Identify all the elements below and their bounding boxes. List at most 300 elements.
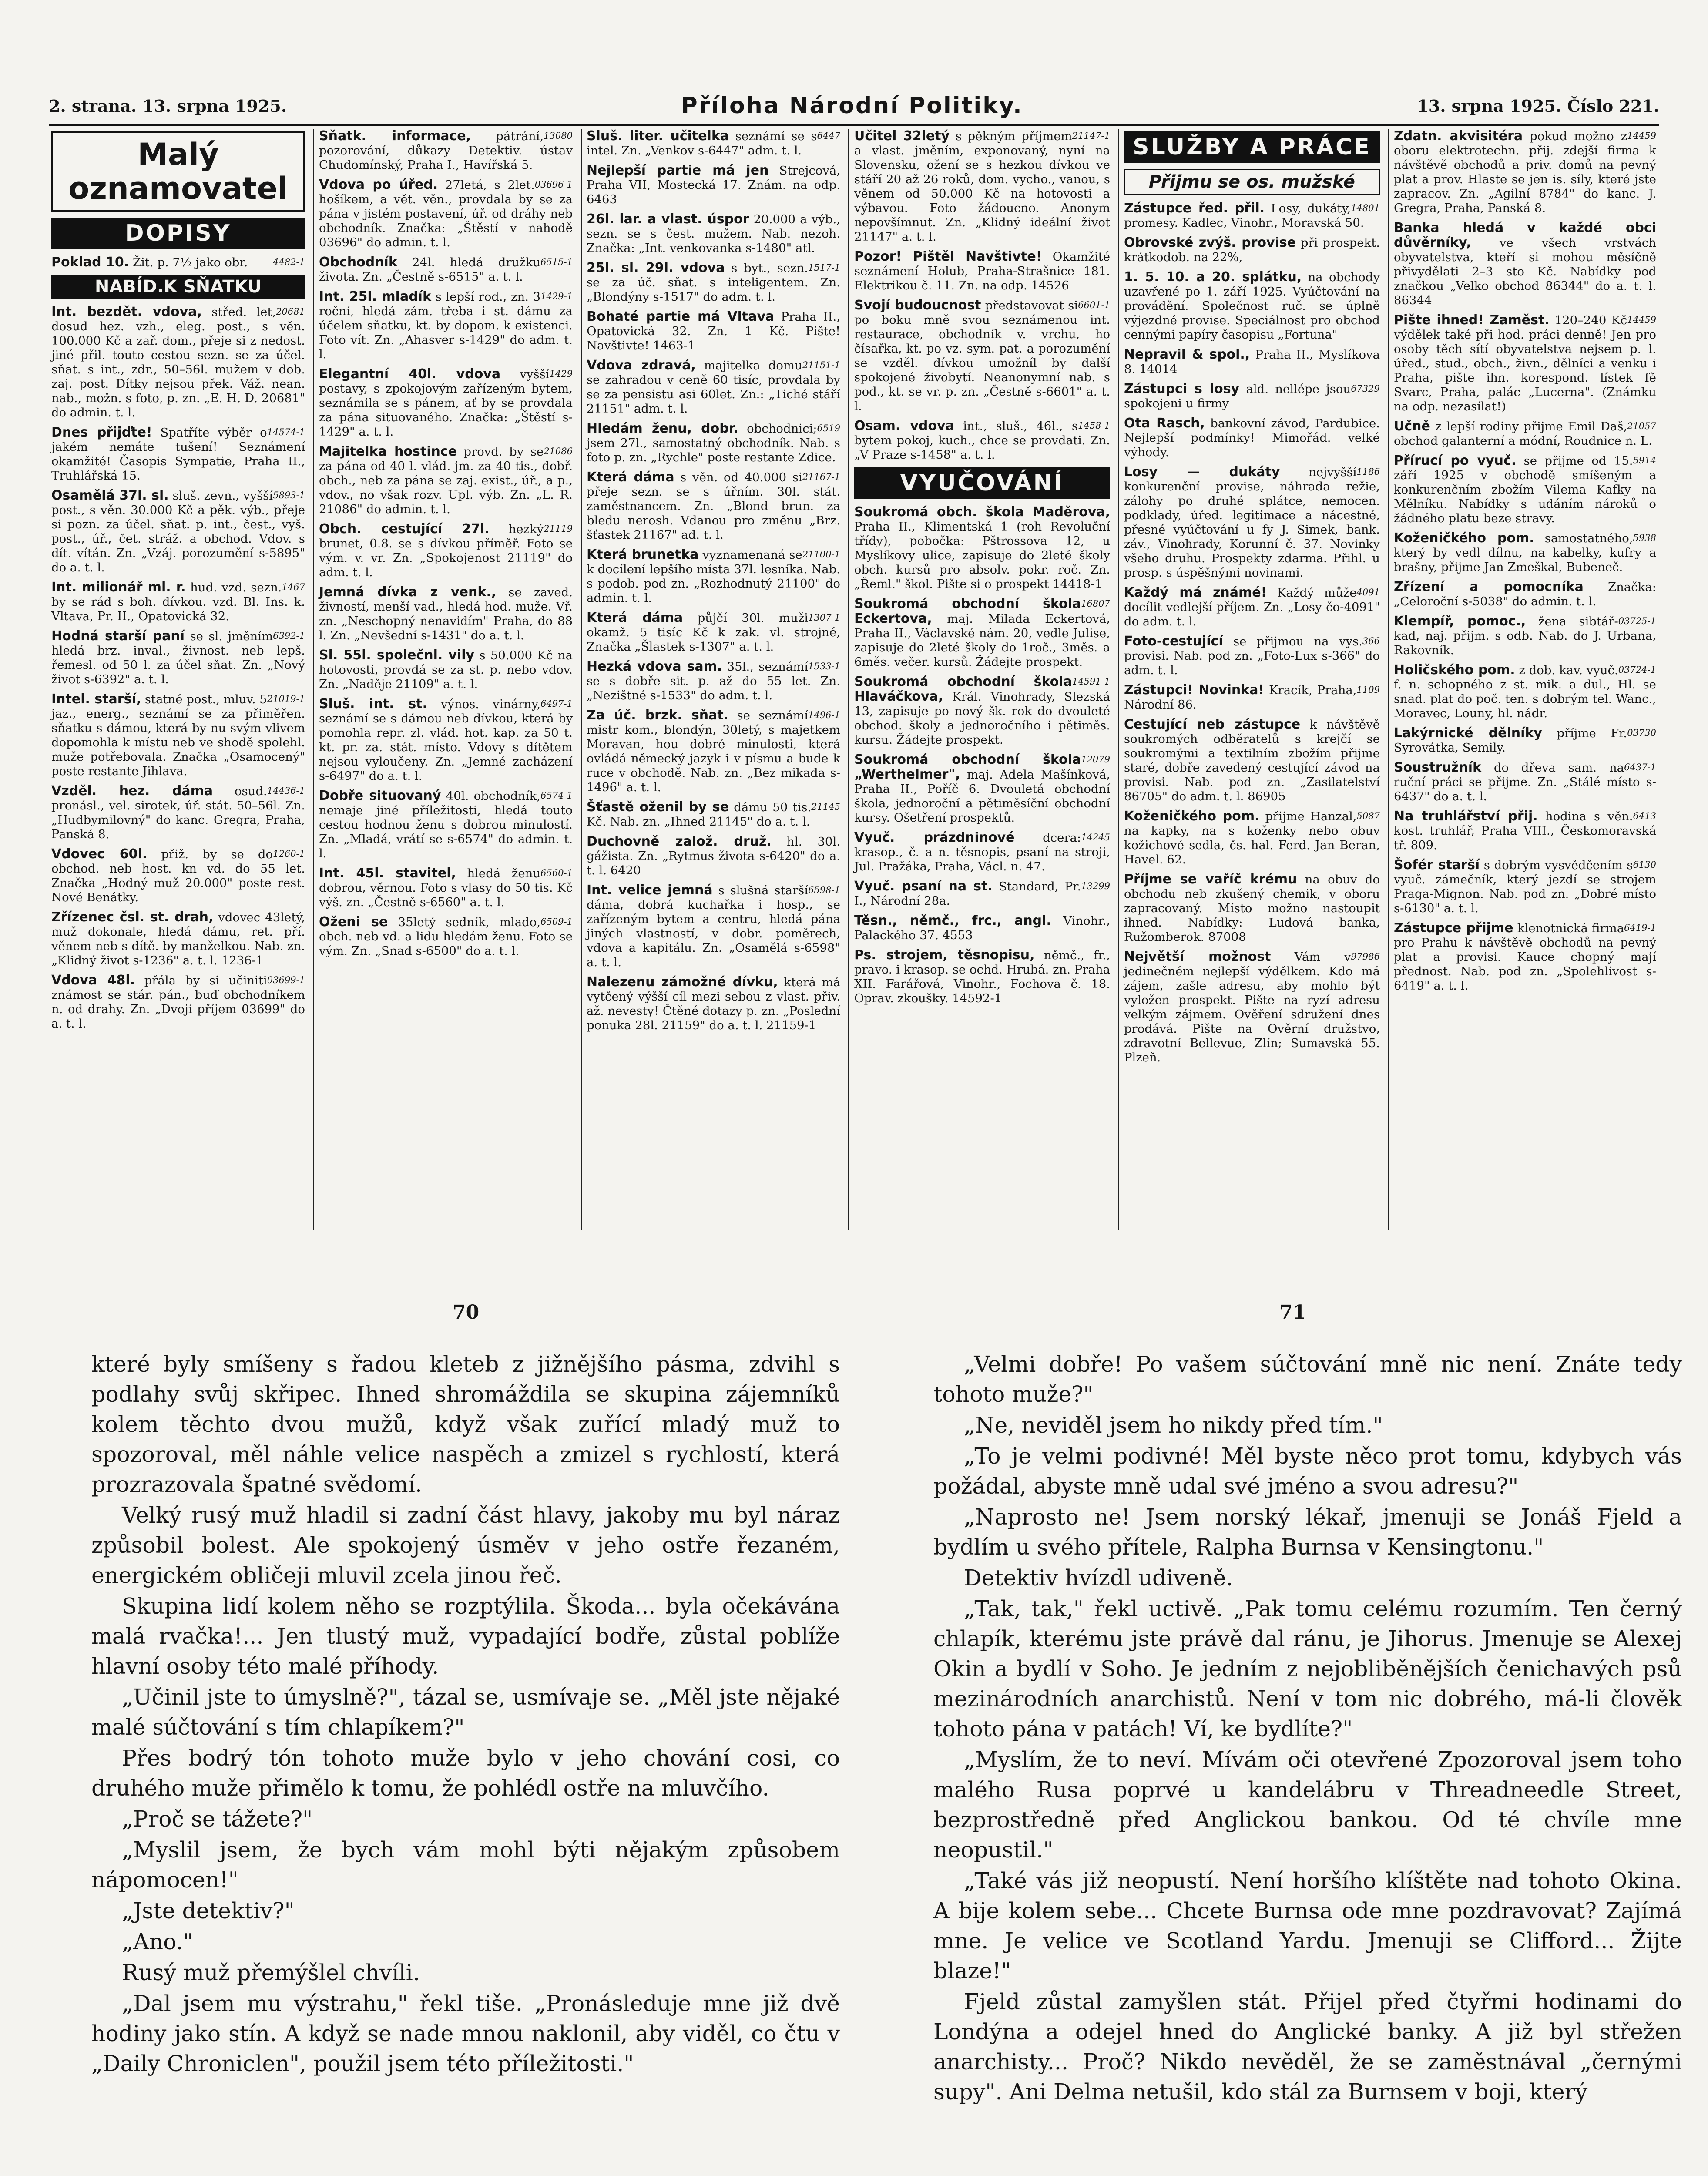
ad-heading: Osamělá 37l. sl. (51, 488, 169, 503)
story-paragraph: „Ano." (122, 1929, 193, 1954)
classified-ad (1394, 614, 1656, 658)
ad-body: s 50.000 Kč na hotovosti, provdá se za st. p. nebo vdov. Zn. „Naděje 21109" a. t. l. (319, 648, 573, 691)
classified-ad (1124, 585, 1380, 629)
story-right-page (933, 1349, 1682, 2108)
ad-code: 1429-1 (540, 291, 573, 302)
page-number-left: 70 (453, 1301, 480, 1323)
ad-code: 67329 (1351, 383, 1380, 394)
ad-body: 24l. hledá družku života. Zn. „Čestně s-6515" a. t. l. (319, 255, 541, 284)
ad-heading: Každý má známé! (1124, 585, 1267, 600)
story-paragraph: Detektiv hvízdl udiveně. (964, 1565, 1233, 1591)
ad-body: přijme Hanzal, na kapky, na s koženky nebo obuv kožichové sedla, čs. hal. Ferd. Jan Beran, Havel. 62. (1124, 809, 1380, 866)
ad-heading: Lakýrnické dělníky (1394, 725, 1542, 741)
ad-heading: Soustružník (1394, 760, 1481, 775)
ad-body: 27letá, s 2let. hošíkem, a vět. věn., provdala by se za pána v jistém postavení, úř. od dráhy neb obchodník. Značka: „Štěstí v nahodě 03696" do admin. t. l. (319, 178, 573, 249)
classified-ad (51, 629, 305, 687)
classified-ad (1124, 634, 1380, 678)
story-paragraph: Fjeld zůstal zamyšlen stát. Přijel před čtyřmi hodinami do Londýna a odejel hned do Anglické banky. A již byl střežen anarchisty... Proč? Nikdo nevěděl, že se zaměstnával „černými supy". Ani Delma netušil, kdo stál za Burnsem v boji, který (933, 1989, 1682, 2105)
ad-heading: Sňatk. informace, (319, 129, 471, 144)
ad-body: maj. Adela Mašínková, Praha II., Poříč 6. Dvouletá obchodní škola, jednoroční a pětiměsíční obchodní kursy. Ošetření prospektů. (854, 768, 1110, 825)
ad-heading: Příjme se vaříč krému (1124, 872, 1297, 887)
ad-heading: Vyuč. psaní na st. (854, 879, 993, 894)
ad-code: 1533-1 (808, 661, 840, 672)
ad-body: dámu 50 tis. Kč. Nab. zn. „Ihned 21145" do a. t. l. (587, 800, 812, 829)
classified-ad (854, 752, 1110, 825)
ad-code: 21019-1 (267, 694, 305, 704)
ad-code: 14436-1 (267, 786, 305, 796)
ad-code: 6497-1 (540, 698, 573, 709)
ad-code: 6392-1 (273, 631, 305, 641)
ad-body: dcera: krasop., č. a n. těsnopis, psaní na stroji, Jul. Pražáka, Praha, Václ. n. 47. (854, 831, 1110, 873)
banner-nabidky-snatku: NABÍD.K SŇATKU (51, 275, 305, 299)
ad-body: hud. vzd. sezn. by se rád s boh. dívkou. vzd. Bl. Ins. k. Vltava, Pr. II., Opatovická 32. (51, 581, 305, 623)
page-header (49, 91, 1659, 121)
ad-body: ald. nellépe jsou spokojeni u firmy (1124, 382, 1351, 410)
ad-heading: Zástupci! Novinka! (1124, 682, 1265, 698)
ad-body: pátrání, pozorování, důkazy Detektiv. ústav Chudomínský, Praha I., Havířská 5. (319, 129, 573, 172)
classified-ad (854, 597, 1110, 669)
classified-section (49, 129, 1659, 1230)
header-date-left: 2. strana. 13. srpna 1925. (49, 96, 287, 116)
classified-ad (587, 975, 840, 1033)
ad-code: 21100-1 (802, 549, 840, 560)
classified-ad (1124, 872, 1380, 944)
story-paragraph: „Také vás již neopustí. Není horšího klíštěte nad tohoto Okina. A bije kolem sebe... Chcete Burnsa ode mne pozdravovat? Zajímá mne. Je velice ve Scotland Yardu. Jmenuji se Clifford... Žijte blaze!" (933, 1868, 1682, 1984)
ad-heading: Banka hledá v každé obci důvěrníky, (1394, 220, 1656, 250)
classified-ad (1124, 950, 1380, 1065)
classified-ad (854, 298, 1110, 413)
ad-heading: Int. 45l. stavitel, (319, 866, 456, 881)
ad-body: hodina s věn. kost. truhlář, Praha VIII., Českomoravská tř. 809. (1394, 809, 1656, 852)
story-paragraph: „Jste detektiv?" (122, 1898, 295, 1924)
classified-ad (587, 163, 840, 207)
ad-heading: Dobře situovaný (319, 788, 441, 803)
ad-body: Praha II., Myslíkova 8. 14014 (1124, 348, 1380, 376)
ad-body: k návštěvě soukromých odběratelů s krejčí se soukromými a textilním zbožím přijme staré, dobře zavedený cestující závod na provisi. Nab. pod zn. „Zasilatelství 86705" do adm. t. l. 86905 (1124, 718, 1380, 803)
column-divider (581, 129, 582, 1230)
ad-heading: Soukromá obch. škola Maděrova, (854, 504, 1110, 520)
ad-code: 03725-1 (1618, 616, 1656, 626)
ad-body: majitelka domu se zahradou v ceně 60 tisíc, provdala by se za pensistu asi 60let. Zn.: „Tiché stáří 21151" adm. t. l. (587, 359, 840, 416)
classified-ad (51, 488, 305, 575)
ad-code: 03730 (1627, 728, 1656, 738)
ad-body: Značka: „Celoroční s-5038" do admin. t. l. (1394, 580, 1656, 608)
ad-heading: Koženičkého pom. (1394, 531, 1534, 546)
ad-code: 13080 (544, 131, 573, 141)
ad-heading: Která brunetka (587, 547, 699, 562)
ad-body: 40l. obchodník, nemaje jiné příležitosti, hledá touto cestou hodnou ženu s dobrou minulostí. Zn. „Mladá, vrátí se s-6574" do admin. t. l. (319, 789, 573, 860)
classified-ad (1394, 221, 1656, 308)
ad-heading: Vdova po úřed. (319, 177, 438, 192)
ad-code: 6515-1 (540, 257, 573, 267)
ad-heading: Přírucí po vyuč. (1394, 453, 1517, 468)
ad-code: 366 (1362, 636, 1380, 646)
ad-code: 6413 (1633, 811, 1656, 821)
ad-heading: Bohaté partie má Vltava (587, 309, 775, 324)
ad-body: int., sluš., 46l., s bytem pokoj, kuch., chce se provdati. Zn. „V Praze s-1458" a. t. l. (854, 419, 1110, 462)
ad-code: 20681 (276, 306, 305, 317)
ad-code: 97986 (1351, 951, 1380, 962)
ad-body: výnos. vinárny, seznámí se s dámou neb dívkou, která by pomohla repr. zl. vlád. hot. kap. za 50 t. kt. pr. za. stát. místo. Vdovy s dítětem nejsou vyloučeny. Zn. „Jemné zacházení s-6497" do a. t. l. (319, 697, 573, 783)
ad-code: 5893-1 (273, 490, 305, 500)
ad-body: přála by si učiniti známost se stár. pán., buď obchodníkem n. od drahy. Zn. „Dvojí příjem 03699" do a. t. l. (51, 974, 305, 1031)
ad-heading: Sluš. int. st. (319, 696, 427, 712)
classified-ad (51, 910, 305, 968)
column-divider (1118, 129, 1119, 1230)
ad-body: střed. let, dosud hez. vzh., eleg. post., s věn. 100.000 Kč a zař. dom., přeje si z nedost. jiné přil. touto cestou sezn. se za účel. sňat. s int., zdr., 50–56l. mužem v dob. zaj. post. Dítky nejsou přek. Váž. nean. nab., možn. s foto, p. zn. „E. H. D. 20681" do admin. t. l. (51, 305, 305, 420)
classified-ad (51, 973, 305, 1031)
ad-body: Praha II., Klimentská 1 (roh Revoluční třídy), pobočka: Pštrossova 12, u Myslíkovy ulice, zapisuje do 2leté školy obch. kursů pro absolv. pokr. roč. Zn. „Řeml." škol. Pište si o prospekt 14418-1 (854, 520, 1110, 591)
ad-body: se přijmou na vys. provisi. Nab. pod zn. „Foto-Lux s-366" do adm. t. l. (1124, 635, 1380, 677)
ad-heading: Int. milionář ml. r. (51, 580, 186, 595)
ad-heading: Sluš. liter. učitelka (587, 129, 729, 144)
ad-body: Standard, Pr. I., Národní 28a. (854, 880, 1081, 908)
classified-ad (1124, 683, 1380, 712)
ad-body: příjme Fr. Syrovátka, Semily. (1394, 726, 1627, 755)
classified-ad (319, 866, 573, 910)
column-divider (313, 129, 314, 1230)
ad-heading: Soukromá obchodní škola Hlaváčkova, (854, 674, 1072, 704)
ad-body: Kracík, Praha, Národní 86. (1124, 683, 1357, 712)
classified-ad (1394, 129, 1656, 215)
ad-code: 14801 (1351, 203, 1380, 213)
ad-heading: Na truhlářství přij. (1394, 809, 1538, 824)
banner-prijmu-se: Přijmu se os. mužské (1124, 169, 1380, 195)
ad-body: Losy, dukáty, promesy. Kadlec, Vinohr., Moravská 50. (1124, 201, 1364, 230)
ad-heading: Šofér starší (1394, 857, 1480, 873)
classified-ad (587, 659, 840, 703)
ad-body: vyznamenaná se k docílení lepšího místa 37l. lesníka. Nab. s podob. pod zn. „Rozhodnutý 21100" do admin. t. l. (587, 548, 840, 605)
ad-heading: Holičského pom. (1394, 662, 1515, 678)
classified-ad (51, 305, 305, 420)
ad-body: obchodnici; jsem 27l., samostatný obchodník. Nab. s foto p. zn. „Rychle" poste restante Zdice. (587, 422, 840, 464)
ad-body: 35l., seznámí se s dobře sit. p. až do 55 let. Zn. „Nezištné s-1533" do adm. t. l. (587, 660, 840, 702)
classified-ad (1394, 858, 1656, 916)
ad-body: nejvyšší konkurenční provise, náhrada režie, zálohy po druhé splátce, nemocen. podklady, úřed. legitimace a nácestné, přesné vyúčtování u fy J. Simek, bank. záv., Vinohrady, Korunní č. 37. Novinky všeho druhu. Prospekty zdarma. Přihl. u prosp. s úspěšnými novinami. (1124, 465, 1380, 580)
ad-heading: Obchodník (319, 255, 397, 270)
ad-code: 6447 (817, 131, 840, 141)
story-paragraph: „Učinil jste to úmyslně?", tázal se, usmívaje se. „Měl jste nějaké malé súčtování s tím chlapíkem?" (91, 1684, 840, 1740)
ad-body: při prospekt. krátkodob. na 22%, (1124, 236, 1380, 264)
ad-heading: Dnes přijďte! (51, 425, 152, 440)
ad-code: 21167-1 (802, 472, 840, 482)
ad-heading: Za úč. brzk. sňat. (587, 708, 729, 723)
ad-code: 21147-1 (1072, 131, 1110, 141)
classified-ad (587, 309, 840, 353)
classified-ad (587, 883, 840, 970)
ad-body: s slušná starší dáma, dobrá kuchařka i hosp., se zařízeným bytem a centru, hledá pána jiných vlastností, v dobr. poměrech, vdova a kapitálu. Zn. „Osamělá s-6598" a. t. l. (587, 883, 840, 969)
ad-heading: Zástupce řed. přil. (1124, 201, 1265, 216)
classified-ad (1394, 809, 1656, 853)
ad-heading: Pište ihned! Zaměst. (1394, 312, 1550, 328)
classified-column-3 (584, 129, 843, 1230)
classified-ad (587, 708, 840, 795)
ad-heading: Největší možnost (1124, 949, 1271, 964)
ad-body: žena sibtář-kad, naj. přijm. s odb. Nab. do J. Urbana, Rakovník. (1394, 615, 1656, 657)
ad-body: samostatného, který by vedl dílnu, na kabelky, kufry a brašny, přijme Jan Zmeškal, Bubeneč. (1394, 531, 1656, 574)
ad-body: půjčí 30l. muži okamž. 5 tisíc Kč k zak. vl. strojné, Značka „Šlastek s-1307" a. t. l. (587, 611, 840, 654)
story-paragraph: Rusý muž přemýšlel chvíli. (122, 1960, 420, 1985)
ad-code: 16807 (1081, 598, 1110, 609)
story-paragraph: „Myslím, že to neví. Mívám oči otevřené Zpozoroval jsem toho malého Rusa poprvé u kandelábru v Threadneedle Street, bezprostředně před Anglickou bankou. Od té chvíle mne neopustil." (933, 1747, 1682, 1863)
ad-code: 1260-1 (273, 849, 305, 859)
classified-ad (587, 470, 840, 542)
ad-heading: Elegantní 40l. vdova (319, 366, 501, 382)
ad-code: 1429 (549, 369, 573, 379)
classified-ad (319, 178, 573, 250)
banner-dopisy: DOPISY (51, 218, 305, 249)
ad-heading: Osam. vdova (854, 418, 954, 433)
ad-body: Každý může docílit vedlejší příjem. Zn. „Losy čo-4091" do adm. t. l. (1124, 586, 1380, 628)
ad-heading: Nepravil & spol., (1124, 347, 1250, 362)
classified-ad (319, 444, 573, 517)
ad-code: 14591-1 (1072, 676, 1110, 687)
ad-body: s lepší rod., zn. 3 roční, hledá zám. třeba i st. dámu za účelem sňatku, kt. by dopom. k existenci. Foto vít. Zn. „Ahasver s-1429" do adm. t. l. (319, 290, 573, 361)
header-title: Příloha Národní Politiky. (681, 93, 1023, 119)
ad-body: hledá ženu dobrou, věrnou. Foto s vlasy do 50 tis. Kč výš. zn. „Čestně s-6560" a. t. l. (319, 866, 573, 909)
classified-ad (587, 129, 840, 158)
classified-ad (319, 289, 573, 362)
ad-body: s dobrým vysvědčením s vyuč. zámečník, který jezdí se strojem Praga-Mignon. Nab. pod zn. „Dobré místo s-6130" a. t. l. (1394, 858, 1656, 915)
header-date-right: 13. srpna 1925. Číslo 221. (1417, 96, 1659, 116)
header-rule (49, 124, 1659, 126)
ad-code: 6419-1 (1624, 923, 1656, 933)
classified-ad (319, 585, 573, 643)
ad-code: 5938 (1633, 533, 1656, 543)
classified-ad (587, 547, 840, 605)
ad-code: 6574-1 (540, 790, 573, 801)
ad-code: 14459 (1627, 315, 1656, 325)
ad-body: sluš. zevn., vyšší post., s věn. 30.000 Kč a pěk. výb., přeje si pozn. za účel. sňat. p. int., čest., vyš. post., úř., čet. stráž. a obchod. Vdov. s dít. vítán. Zn. „Vzáj. porozumění s-5895" do a. t. l. (51, 489, 305, 574)
ad-code: 14245 (1081, 832, 1110, 843)
ad-heading: Cestující neb zástupce (1124, 717, 1301, 732)
classified-ad (854, 830, 1110, 874)
classified-column-4 (852, 129, 1113, 1230)
classified-ad (1394, 726, 1656, 755)
ad-code: 6130 (1633, 860, 1656, 870)
ad-body: ve všech vrstvách obyvatelstva, kteří si mohou měsíčně přivydělati 2–3 sto Kč. Nabídky pod značkou „Velko obchod 86344" do a. t. l. 86344 (1394, 236, 1656, 307)
ad-heading: Hodná starší paní (51, 628, 185, 644)
classified-ad (51, 847, 305, 905)
story-paragraph: Skupina lidí kolem něho se rozptýlila. Škoda... byla očekávána malá rvačka!... Jen tlustý muž, vypadající bodře, zůstal poblíže hlavní osoby této malé příhody. (91, 1593, 840, 1679)
column-divider (1388, 129, 1389, 1230)
classified-ad (51, 692, 305, 779)
ad-code: 1458-1 (1078, 420, 1110, 431)
ad-code: 21086 (544, 446, 573, 457)
ad-body: 20.000 a výb., sezn. se s čest. mužem. Nab. nezoh. Značka: „Int. venkovanka s-1480" atl. (587, 212, 840, 255)
classified-ad (587, 358, 840, 416)
ad-heading: Vdova 48l. (51, 973, 135, 988)
ad-code: 5087 (1356, 811, 1380, 821)
classified-ad (319, 129, 573, 172)
classified-ad (854, 419, 1110, 462)
story-paragraph: „Naprosto ne! Jsem norský lékař, jmenuji se Jonáš Fjeld a bydlím u svého přítele, Ralpha Burnsa v Kensingtonu." (933, 1504, 1682, 1560)
ad-body: maj. Milada Eckertová, Praha II., Václavské nám. 20, vedle Julise, zapisuje do 2leté školy do 1roč., 3měs. a 6měs. večer. kursů. Žádejte prospekt. (854, 612, 1110, 669)
ad-heading: Ps. strojem, těsnopisu, (854, 947, 1035, 963)
story-left-page (91, 1349, 840, 2079)
banner-vyucovani: VYUČOVÁNÍ (854, 467, 1110, 499)
classified-ad (587, 611, 840, 654)
classified-ad (854, 913, 1110, 943)
story-paragraph: Velký rusý muž hladil si zadní část hlavy, jakoby mu byl náraz způsobil bolest. Ale spokojený úsměv v jeho ostře řezaném, energickém obličeji mluvil zcela jinou řeč. (91, 1502, 840, 1588)
classified-ad (854, 675, 1110, 747)
classified-ad (1124, 717, 1380, 804)
classified-column-5 (1121, 129, 1383, 1230)
ad-heading: 1. 5. 10. a 20. splátku, (1124, 269, 1302, 285)
ad-body: Okamžité seznámení Holub, Praha-Strašnice 181. Elektrikou č. 11. Zn. na odp. 14526 (854, 250, 1110, 292)
classified-ad (1124, 465, 1380, 580)
ad-heading: Jemná dívka z venk., (319, 584, 497, 600)
ad-heading: Svojí budoucnost (854, 298, 981, 313)
ad-body: pokud možno z oboru elektrotechn. přij. zdejší firma k návštěvě obchodů a priv. domů na pevný plat a prov. Hlaste se jen is. síly, které jste zapracov. Zn. „Agilní 8784" do kanc. J. Gregra, Praha, Panská 8. (1394, 129, 1656, 215)
ad-heading: Šťastě oženil by se (587, 799, 729, 815)
ad-code: 6509-1 (540, 917, 573, 927)
ad-heading: Pozor! Pištěl Navštivte! (854, 249, 1042, 264)
ad-heading: Majitelka hostince (319, 444, 457, 459)
ad-code: 6601-1 (1078, 300, 1110, 310)
ad-body: statné post., mluv. 5 jaz., energ., seznámí se za přiměřen. sňatku s dámou, která by nu svým vlivem dopomohla k místu neb ve shodě spolehl. muže potřebovala. Značka „Osamocený" poste restante Jihlava. (51, 692, 305, 778)
classified-column-6 (1391, 129, 1659, 1230)
ad-heading: Foto-cestující (1124, 634, 1223, 649)
ad-body: vdovec 43letý, muž dokonale, hledá dámu, ret. pří. věnem neb s dítě. by manželkou. Nab. zn. „Klidný život s-1236" a. t. l. 1236-1 (51, 910, 305, 967)
ad-code: 14574-1 (267, 427, 305, 437)
ad-body: na obchody uzavřené po 1. září 1925. Vyúčtování na provádění. Společnost ruč. se úplně výjezdné provise. Speciálnost pro obchod cennými papíry časopisu „Fortuna" (1124, 270, 1380, 342)
ad-code: 1109 (1356, 685, 1380, 695)
classified-ad (1124, 235, 1380, 265)
classified-ad (319, 648, 573, 692)
classified-ad (1124, 382, 1380, 411)
classified-ad (1124, 809, 1380, 867)
ad-code: 12079 (1081, 754, 1110, 765)
classified-ad (319, 697, 573, 783)
ad-body: Strejcová, Praha VII, Mostecká 17. Znám. na odp. 6463 (587, 164, 840, 206)
ad-body: Žit. p. 7½ jako obr. (132, 255, 248, 269)
ad-heading: Klempíř, pomoc., (1394, 614, 1526, 629)
classified-ad (319, 522, 573, 580)
classified-ad (1394, 531, 1656, 574)
ad-heading: Poklad 10. (51, 255, 129, 270)
classified-ad (587, 212, 840, 255)
ad-body: z dob. kav. vyuč. f. n. schopného z st. mik. a dul., Hl. se snad. plat do poč. ten. s dobrým tel. Wanc., Moravec, Louny, hl. nádr. (1394, 663, 1656, 720)
ad-body: bankovní závod, Pardubice. Nejlepší podmínky! Mimořád. velké výhody. (1124, 416, 1380, 459)
story-paragraph: „Dal jsem mu výstrahu," řekl tiše. „Pronásleduje mne již dvě hodiny jako stín. A když se nade mnou naklonil, aby viděl, co čtu v „Daily Chroniclen", použil jsem této příležitosti." (91, 1991, 840, 2076)
ad-heading: Oženi se (319, 914, 388, 930)
ad-heading: Těsn., němč., frc., angl. (854, 913, 1051, 928)
ad-heading: Obch. cestující 27l. (319, 521, 490, 537)
ad-body: se přijme od 15. září 1925 v obchodě smíšeným a konkurenčním zbožím Vilema Kafky na Mělníku. Nabídky s udáním nároků o žádného platu beze stravy. (1394, 454, 1656, 525)
ad-heading: Zdatn. akvisitéra (1394, 129, 1523, 144)
classified-ad (51, 580, 305, 624)
ad-body: se zaved. živností, menší vad., hledá hod. muže. Vř. zn. „Neschopný nenavidím" Praha, do 88 l. Zn. „Nevšední s-1431" do a. t. l. (319, 585, 573, 642)
ad-heading: Nalezenu zámožné dívku, (587, 974, 778, 990)
classified-ad (1124, 416, 1380, 460)
ad-heading: Int. 25l. mladík (319, 289, 431, 304)
banner-maly-oznamovatel: Malý oznamovatel (51, 131, 305, 212)
ad-code: 13299 (1081, 881, 1110, 891)
classified-ad (1394, 580, 1656, 609)
classified-ad (587, 800, 840, 829)
ad-body: Král. Vinohrady, Slezská 13, zapisuje po nový šk. rok do dvouleté obchod. školy a jednoročního i pětiměs. kursu. Žádejte prospekt. (854, 690, 1110, 747)
classified-ad (319, 789, 573, 861)
ad-body: seznámí se s intel. Zn. „Venkov s-6447" adm. t. l. (587, 129, 817, 158)
ad-body: se sl. jměním hledá brz. inval., živnost. neb lepš. řemesl. od 50 l. za účel sňat. Zn. „Nový život s-6392" a. t. l. (51, 629, 305, 686)
classified-ad (587, 261, 840, 304)
story-paragraph: „To je velmi podivné! Měl byste něco prot tomu, kdybych vás požádal, abyste mně udal své jméno a svou adresu?" (933, 1443, 1682, 1499)
classified-ad (319, 915, 573, 958)
ad-code: 1496-1 (808, 710, 840, 720)
ad-heading: Hledám ženu, dobr. (587, 421, 738, 436)
ad-body: Praha II., Opatovická 32. Zn. 1 Kč. Pište! Navštivte! 1463-1 (587, 310, 841, 353)
story-paragraph: které byly smíšeny s řadou kleteb z jižnějšího pásma, zdvihl s podlahy svůj skřipec. Ihned shromáždila se skupina zájemníků kolem těchto dvou mužů, když však zuřící mladý muž to spozoroval, měl náhle velice naspěch a zmizel s rychlostí, která prozrazovala špatné svědomí. (91, 1351, 840, 1497)
ad-body: klenotnická firma pro Prahu k návštěvě obchodů na pevný plat a provisi. Kauce chopný mají přednost. Nab. pod zn. „Spolehlivost s-6419" a. t. l. (1394, 921, 1656, 993)
classified-ad (1124, 270, 1380, 342)
ad-body: na obuv do obchodu neb zkušený chemik, v oboru zapracovaný. Místo možno nastoupit ihned. Nabídky: Ludová banka, Ružomberok. 87008 (1124, 873, 1380, 944)
ad-body: s pěkným příjmem a vlast. jměním, exponovaný, nyní na Slovensku, ožení se s hezkou dívkou ve stáří 20 až 26 roků, dom. vycho., vanou, s věnem od 50.000 Kč na hotovosti a výbavou. Foto žádoucno. Anonym nepovšímnut. Zn. „Klidný ideální život 21147" a. t. l. (854, 129, 1110, 244)
ad-code: 1467 (282, 582, 305, 592)
ad-body: vyšší postavy, s zpokojovým zařízeným bytem, seznámila se s pánem, ať by se provdala za pána situovaného. Značka: „Štěstí s-1429" a. t. l. (319, 367, 573, 439)
ad-heading: Zřízenec čsl. st. drah, (51, 910, 214, 925)
ad-body: hezký brunet, 0.8. se s dívkou příměř. Foto se vým. v. vr. Zn. „Spokojenost 21119" do adm. t. l. (319, 522, 573, 579)
story-paragraph: Přes bodrý tón tohoto muže bylo v jeho chování cosi, co druhého muže přimělo k tomu, že pohlédl ostře na mluvčího. (91, 1745, 840, 1801)
classified-ad (1124, 201, 1380, 230)
classified-ad (51, 784, 305, 842)
ad-heading: Obrovské zvýš. provise (1124, 235, 1296, 250)
ad-body: představovat si po boku mně svou seznámenou int. restaurace, obchodník v. vrchu, ho čísařka, kt. po vz. sym. pat. a porozumění se vzděl. dívkou umožníl by další spokojené živobytí. Neanonymní nab. s pod., kt. se vr. p. zn. „Čestně s-6601" a. t. l. (854, 299, 1110, 413)
classified-ad (319, 255, 573, 284)
ad-body: 35letý sedník, mlado, obch. neb vd. a lidu hledám ženu. Foto se vým. Zn. „Snad s-6500" do a. t. l. (319, 915, 573, 958)
classified-ad (854, 505, 1110, 591)
ad-code: 21119 (544, 524, 573, 534)
ad-body: Spatříte výběr o jakém nemáte tušení! Seznámení okamžité! Časopis Sympatie, Praha II., Truhlářská 15. (51, 426, 305, 483)
ad-heading: Nejlepší partie má jen (587, 163, 769, 178)
ad-code: 03724-1 (1618, 665, 1656, 675)
ad-heading: Sl. 55l. společnl. vily (319, 648, 475, 663)
classified-ad (319, 367, 573, 439)
ad-body: do dřeva sam. na ruční práci se přijme. Zn. „Stálé místo s-6437" do a. t. l. (1394, 761, 1656, 803)
ad-body: která má vytčený výšší cíl mezi sebou z vlast. přiv. až. nevesty! Čtěné dotazy p. zn. „Poslední ponuka 28l. 21159" do a. t. l. 21159-1 (587, 975, 840, 1032)
ad-heading: Která dáma (587, 470, 674, 485)
classified-ad (854, 129, 1110, 244)
banner-sluzby-a-prace: SLUŽBY A PRÁCE (1124, 131, 1380, 163)
ad-body: Vám v jedinečném nejlepší výdělkem. Kdo má zájem, zašle adresu, aby mohlo být vyložen prospekt. Pište na ryzí adresu velkým zájmem. Ověření sdružení dnes prodává. Pište na Ověrní družstvo, zdravotní Bellevue, Zlín; Sumavská 55. Plzeň. (1124, 950, 1380, 1064)
classified-ad (1394, 313, 1656, 414)
ad-heading: Zástupce přijme (1394, 920, 1513, 936)
ad-code: 4091 (1356, 587, 1380, 598)
ad-heading: Koženičkého pom. (1124, 809, 1260, 824)
ad-code: 03696-1 (534, 179, 573, 190)
ad-body: 120–240 Kč výdělek také při hod. práci denně! Jen pro osoby těch sítí obyvatelstva nejsem p. l. úřed., stud., obch., živn., dělníci a venku i Praha, pište ihn. korespond. lístek fě Svarc, Praha, palác „Lucerna". (Známku na odp. nezasílat!) (1394, 313, 1656, 413)
classified-ad (51, 425, 305, 483)
classified-ad (854, 249, 1110, 293)
ad-heading: Int. velice jemná (587, 883, 713, 898)
ad-code: 14459 (1627, 131, 1656, 141)
ad-heading: Učitel 32letý (854, 129, 950, 144)
ad-heading: 25l. sl. 29l. vdova (587, 260, 725, 275)
ad-body: z lepší rodiny přijme Emil Daš, obchod galanterní a módní, Roudnice n. L. (1394, 420, 1652, 448)
ad-heading: Učně (1394, 419, 1430, 434)
ad-heading: Intel. starší, (51, 692, 141, 707)
ad-heading: Vdovec 60l. (51, 846, 148, 862)
ad-code: 6437-1 (1624, 762, 1656, 772)
ad-code: 1307-1 (808, 612, 840, 623)
ad-code: 6519 (817, 423, 840, 433)
ad-heading: Soukromá obchodní škola „Werthelmer", (854, 752, 1081, 782)
classified-ad (1394, 663, 1656, 721)
ad-code: 03699-1 (267, 975, 305, 985)
ad-heading: Hezká vdova sam. (587, 659, 722, 674)
ad-body: se seznámí mistr kom., blondýn, 30letý, s majetkem Moravan, hou dobré minulosti, která ovládá německý jazyk i v písmu a bude k ruce v obchodě. Nab. zn. „Bez mikada s-1496" a. t. l. (587, 709, 840, 794)
ad-body: s věn. od 40.000 si přeje sezn. se s úřním. 30l. stát. zaměstnancem. Zn. „Blond brun. za bledu nerosh. Vdanou pro změnu „Brz. šťastek 21167" ad. t. l. (587, 470, 840, 542)
